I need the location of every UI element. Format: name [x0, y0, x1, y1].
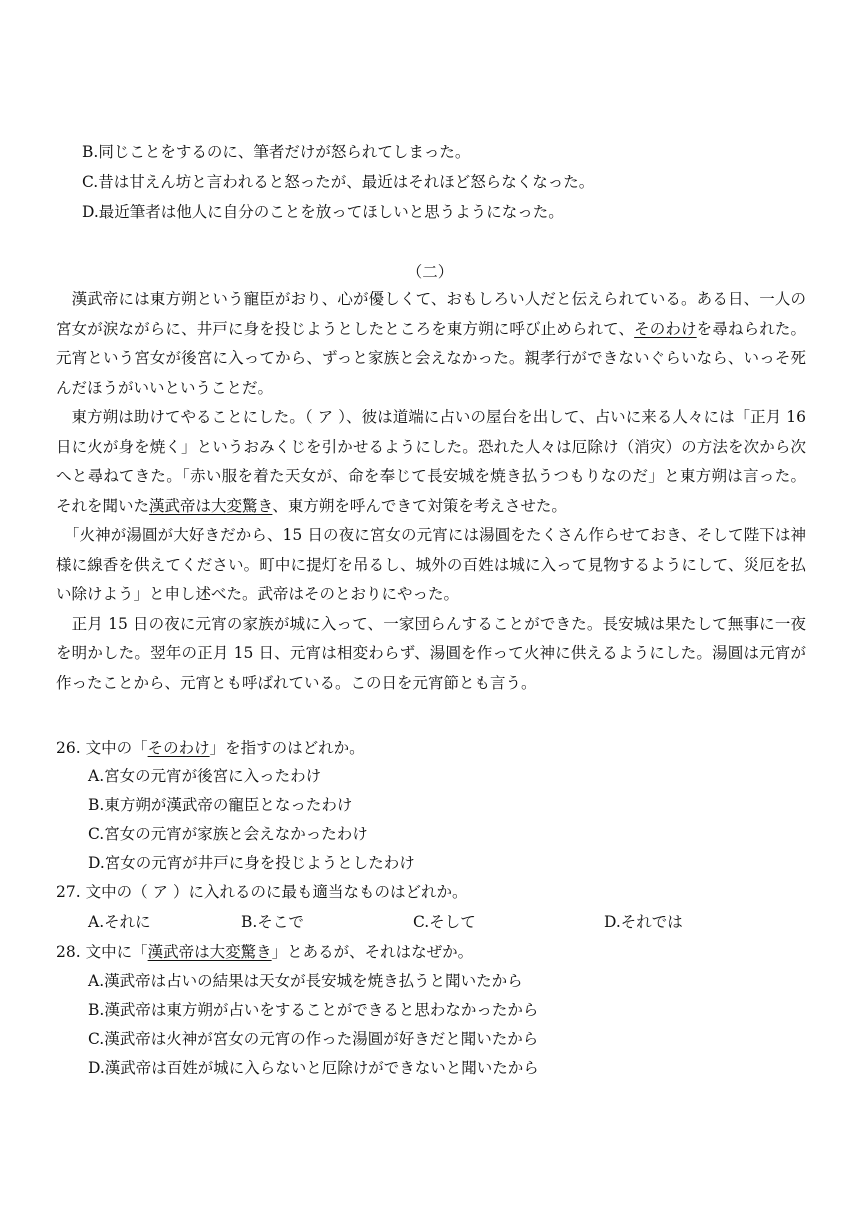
- underlined-phrase-emperor-surprised: 漢武帝は大変驚き: [149, 496, 273, 515]
- passage-paragraph-3: 「火神が湯圓が大好きだから、15 日の夜に宮女の元宵には湯圓をたくさん作らせておき、そして陛下は神様に線香を供えてください。町中に提灯を吊るし、城外の百姓は城に入って見物するようにして、災厄を払い除けよう」と申し述べた。武帝はそのとおりにやった。: [56, 526, 806, 603]
- question-27: [56, 882, 467, 902]
- q28-option-c: C.漢武帝は火神が宮女の元宵の作った湯圓が好きだと聞いたから: [88, 1030, 539, 1048]
- q26-option-c: C.宮女の元宵が家族と会えなかったわけ: [88, 825, 368, 843]
- passage-text: を尋ねられた。元宵という宮女が後宮に入ってから、ずっと家族と会えなかった。親孝行ができないぐらいなら、いっそ死んだほうがいいということだ。: [56, 319, 806, 397]
- passage-text: 、東方朔を呼んできて対策を考えさせた。: [272, 496, 567, 515]
- q26-option-b: B.東方朔が漢武帝の寵臣となったわけ: [88, 796, 353, 814]
- question-stem: 文中の「: [85, 739, 148, 757]
- question-number: 28.: [56, 943, 81, 961]
- q28-option-d: D.漢武帝は百姓が城に入らないと厄除けができないと聞いたから: [88, 1059, 539, 1077]
- prev-option-c: C.昔は甘えん坊と言われると怒ったが、最近はそれほど怒らなくなった。: [82, 173, 595, 191]
- q27-option-b: B.そこで: [241, 913, 304, 931]
- question-stem: 」とあるが、それはなぜか。: [271, 943, 474, 961]
- q28-option-a: A.漢武帝は占いの結果は天女が長安城を焼き払うと聞いたから: [88, 972, 523, 990]
- passage-paragraph-4: 正月 15 日の夜に元宵の家族が城に入って、一家団らんすることができた。長安城は果たして無事に一夜を明かした。翌年の正月 15 日、元宵は相変わらず、湯圓を作って火神に供えるようにした。湯圓は元宵が作ったことから、元宵とも呼ばれている。この日を元宵節とも言う。: [56, 614, 806, 692]
- question-stem: 」を指すのはどれか。: [209, 739, 365, 757]
- prev-option-d: D.最近筆者は他人に自分のことを放ってほしいと思うようになった。: [82, 203, 564, 221]
- question-stem: 文中の（ ア ）に入れるのに最も適当なものはどれか。: [85, 883, 468, 901]
- reading-passage: [56, 285, 806, 698]
- question-28: [56, 942, 473, 962]
- question-26: [56, 738, 365, 758]
- question-underlined-term: そのわけ: [147, 739, 210, 757]
- q26-option-a: A.宮女の元宵が後宮に入ったわけ: [88, 767, 322, 785]
- q27-option-a: A.それに: [88, 913, 151, 931]
- underlined-phrase-sonowake: そのわけ: [634, 319, 697, 338]
- question-number: 26.: [56, 739, 81, 757]
- passage-paragraph-2: [56, 403, 806, 521]
- passage-text: 東方朔は助けてやることにした。（ ア ）、彼は道端に占いの屋台を出して、占いに来る人々には「正月 16 日に火が身を焼く」というおみくじを引かせるようにした。恐れた人々は厄除け（消灾）の方法を次から次へと尋ねてきた。「赤い服を着た天女が、命を奉じて長安城を焼き払うつもりなのだ」と東方朔は言った。それを聞いた: [56, 408, 806, 515]
- passage-paragraph-1: [56, 285, 806, 403]
- q28-option-b: B.漢武帝は東方朔が占いをすることができると思わなかったから: [88, 1001, 539, 1019]
- q26-option-d: D.宮女の元宵が井戸に身を投じようとしたわけ: [88, 854, 415, 872]
- question-underlined-term: 漢武帝は大変驚き: [147, 943, 272, 961]
- q27-option-d: D.それでは: [604, 913, 683, 931]
- section-title: （二）: [406, 263, 454, 281]
- question-number: 27.: [56, 883, 81, 901]
- q27-option-c: C.そして: [413, 913, 476, 931]
- passage-text: 漢武帝には東方朔という寵臣がおり、心が優しくて、おもしろい人だと伝えられている。ある日、一人の宮女が涙ながらに、井戸に身を投じようとしたところを東方朔に呼び止められて、: [56, 290, 806, 338]
- question-stem: 文中に「: [85, 943, 148, 961]
- prev-option-b: B.同じことをするのに、筆者だけが怒られてしまった。: [82, 143, 471, 161]
